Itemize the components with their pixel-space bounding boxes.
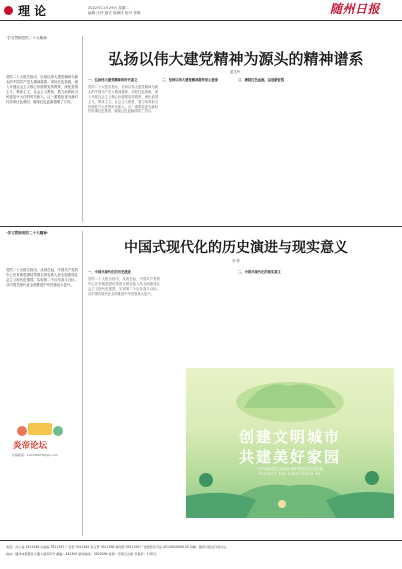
article1-byline: 晏艾玲	[230, 70, 241, 74]
section-rule	[0, 226, 402, 227]
article1-subhead-3: 三、赓续红色血脉，奋进新征程	[238, 78, 285, 82]
section-name: 理 论	[18, 4, 47, 18]
issue-editors: 编辑 汪玲 版式 周海洋 校对 李娟	[88, 10, 141, 15]
article2-column-3	[238, 268, 310, 366]
article2-column-4	[314, 268, 394, 366]
forum-label: 炎帝论坛	[13, 441, 48, 451]
footer-rule	[0, 540, 402, 541]
article2-sidebar-intro	[6, 268, 78, 418]
forum-caption: 投稿邮箱：sz2345678@qq.com	[12, 453, 58, 457]
article1-subhead-2: 二、坚持以伟大建党精神滋养初心使命	[162, 78, 219, 82]
footer-address: 地址：随州市曾都区交通大道122号 邮编：441300 新闻热线：3520090 每周一至周五出版 零售价：1.00元	[6, 552, 157, 556]
article1-column-1	[88, 76, 158, 226]
article2-kicker: ·学习贯彻党的二十大精神·	[6, 231, 49, 235]
article2-sidebar-intro-text: 党的二十大报告指出，从现在起，中国共产党的中心任务就是团结带领全国各族人民全面建成社会主义现代化强国、实现第二个百年奋斗目标，以中国式现代化全面推进中华民族伟大复兴。	[6, 268, 78, 287]
article2-column-1-text: 党的二十大报告指出，从现在起，中国共产党的中心任务就是团结带领全国各族人民全面建成社会主义现代化强国、实现第二个百年奋斗目标，以中国式现代化全面推进中华民族伟大复兴。	[88, 276, 160, 296]
header-rule	[0, 20, 402, 21]
poster-title-2: 共建美好家园	[238, 448, 341, 466]
article1-column-2	[162, 76, 234, 226]
poster-subtitle-en: PROTECT THE EARTH FROM ME	[258, 472, 322, 476]
section-badge-icon	[4, 6, 13, 15]
article1-sidebar-intro	[6, 75, 78, 205]
newspaper-masthead: 随州日报	[329, 2, 380, 16]
article1-title: 弘扬以伟大建党精神为源头的精神谱系	[108, 50, 364, 68]
issue-date: 2022年11月29日 星期二	[88, 6, 129, 10]
article2-title: 中国式现代化的历史演进与现实意义	[124, 240, 348, 256]
column-divider-2	[82, 231, 83, 536]
footer-contacts: 电话：办公室 3511356 总编室 3511357 广告部 3511445 发行部 3511358 新闻部 3511359 广告经营许可证 4213004000123 印刷：随州日报社印务中心	[6, 545, 227, 549]
article1-column-4	[314, 76, 394, 226]
article1-kicker: ·学习贯彻党的二十大精神·	[6, 36, 48, 40]
poster-title-1: 创建文明城市	[238, 428, 341, 446]
issue-meta	[88, 6, 140, 16]
article2-column-1	[88, 268, 160, 536]
article2-byline: 李 婷	[232, 259, 240, 263]
page-header	[0, 0, 402, 34]
article2-subhead-1: 一、中国式现代化的历史演进	[88, 270, 131, 274]
column-divider	[82, 36, 83, 222]
article1-column-3	[238, 76, 310, 226]
article1-subhead-1: 一、弘扬伟大建党精神的时代意义	[88, 78, 138, 82]
article2-column-2	[164, 268, 234, 366]
article1-column-1-text: 党的二十大报告指出，弘扬以伟大建党精神为源头的中国共产党人精神谱系，用好红色资源，深入开展社会主义核心价值观宣传教育，深化爱国主义、集体主义、社会主义教育，着力培养担当民族复兴大任的时代新人。这一重要论述为新时代传承红色基因、赓续红色血脉指明了方向。	[88, 84, 158, 114]
article1-sidebar-intro-text: 党的二十大报告指出，弘扬以伟大建党精神为源头的中国共产党人精神谱系，用好红色资源，深入开展社会主义核心价值观宣传教育，深化爱国主义、集体主义、社会主义教育，着力培养担当民族复兴大任的时代新人。这一重要论述为新时代传承红色基因、赓续红色血脉指明了方向。	[6, 75, 78, 104]
civic-poster	[186, 368, 394, 518]
poster-subtitle: 守护美好的生态家园 保护绿色的生态环境	[257, 467, 323, 471]
forum-logo	[8, 421, 73, 465]
page-footer	[0, 540, 402, 569]
article2-subhead-2: 二、中国式现代化的现实意义	[238, 270, 281, 274]
